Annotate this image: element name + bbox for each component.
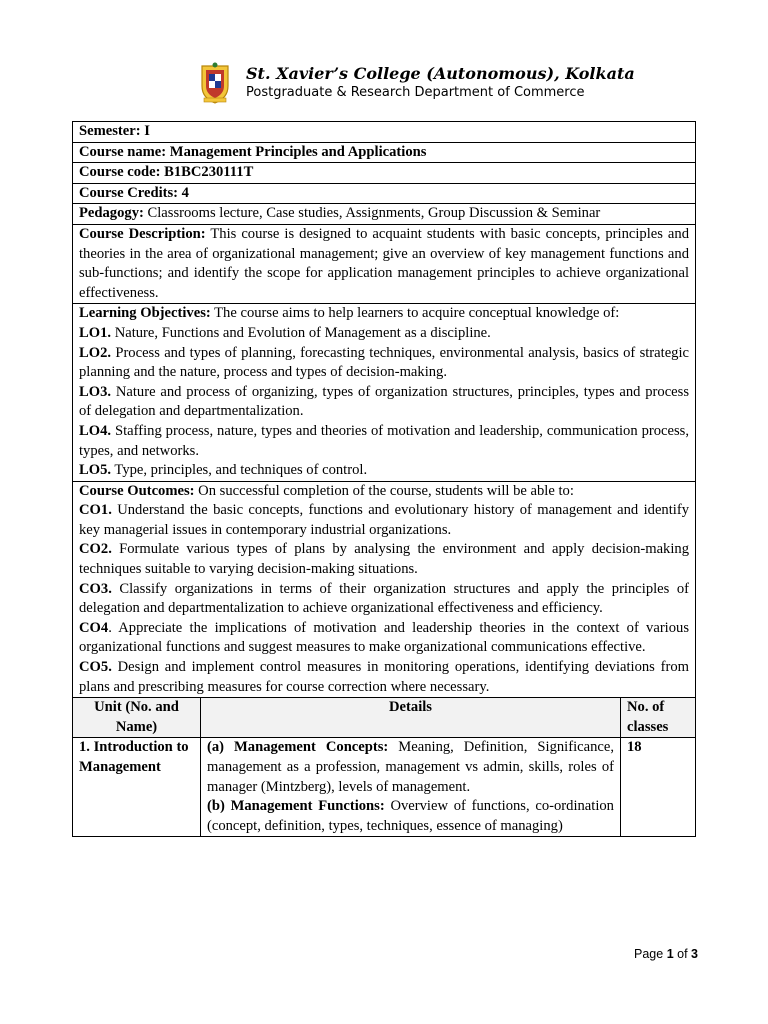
unit-name: 1. Introduction to Management [79,739,189,775]
unit-detail-b [207,797,614,836]
page-number-footer [634,947,698,961]
pedagogy-value: Classrooms lecture, Case studies, Assignments, Group Discussion & Seminar [147,205,601,222]
course-name-row [73,142,696,163]
outcomes-intro [79,482,689,502]
outcome-text: Design and implement control measures in monitoring operations, identifying deviations from plans and prescribing measures for course correction where necessary. [79,659,690,695]
college-crest-logo [198,62,232,104]
outcome-text: Classify organizations in terms of their organization structures and apply the principles of delegation and departmentalization to achieve organizational effectiveness and efficiency. [79,580,690,617]
objective-item [79,422,689,461]
objective-item [79,461,689,481]
objectives-intro [79,304,689,324]
outcome-item [79,580,689,619]
objectives-row [73,304,696,481]
outcome-item [79,619,689,658]
course-credits: Course Credits: 4 [79,184,189,201]
semester-row [73,122,696,143]
outcome-text: Formulate various types of plans by analysing the environment and apply decision-making techniques suitable to varying decision-making situations. [79,541,689,578]
unit-classes: 18 [627,739,642,756]
description-label: Course Description: [79,225,206,242]
objective-text: Process and types of planning, forecasting techniques, environmental analysis, basics of strategic planning and the nature, process and types of decision-making. [79,344,690,381]
department-name: Postgraduate & Research Department of Commerce [246,85,585,100]
outcome-code: CO3. [79,580,112,597]
objective-code: LO1. [79,324,112,341]
course-name: Course name: Management Principles and Applications [79,143,427,160]
outcomes-row [73,481,696,698]
objective-code: LO3. [79,383,112,400]
description-row [73,224,696,303]
objective-text: Staffing process, nature, types and theories of motivation and leadership, communication process, types, and networks. [79,422,690,459]
outcome-item [79,658,689,697]
units-header-row [73,698,696,738]
details-column-header: Details [389,699,432,716]
unit-detail-b-text: Overview of functions, co-ordination (concept, definition, types, techniques, essence of managing) [207,798,614,834]
course-code: Course code: B1BC230111T [79,164,254,181]
outcome-item [79,540,689,579]
unit-row [73,738,696,837]
objective-text: Nature, Functions and Evolution of Management as a discipline. [114,324,491,341]
objective-code: LO4. [79,422,112,439]
objective-item [79,344,689,383]
pedagogy-row [73,204,696,225]
page-word: Page [634,947,664,961]
outcome-text: Understand the basic concepts, functions and evolutionary history of management and identify key managerial issues in contemporary industrial organizations. [79,502,689,538]
document-header [198,62,635,106]
objective-item [79,324,689,344]
outcome-code: CO4 [79,619,109,636]
outcome-code: CO5. [79,659,112,676]
objectives-intro-text: The course aims to help learners to acquire conceptual knowledge of: [214,305,620,322]
pedagogy-label: Pedagogy: [79,205,144,222]
objectives-label: Learning Objectives: [79,305,211,322]
page-of-word: of [677,947,688,961]
semester-label: Semester: I [79,123,150,139]
objective-code: LO5. [79,462,112,479]
outcome-code: CO2. [79,541,112,558]
course-code-row [73,163,696,184]
classes-column-header: No. of classes [627,699,669,735]
objective-text: Type, principles, and techniques of control. [114,462,368,479]
outcome-item [79,501,689,540]
objective-item [79,383,689,422]
page-total: 3 [691,947,698,961]
unit-detail-b-label: (b) Management Functions: [207,798,385,815]
description-text: This course is designed to acquaint students with basic concepts, principles and theories in the area of organizational management; give an overview of key management functions and sub-functions; and identify the scope for application management principles to achieve organizational effectiveness. [79,225,690,301]
outcome-text: . Appreciate the implications of motivation and leadership theories in the context of various organizational functions and suggest measures to make organizational communications effective. [79,619,690,656]
outcomes-intro-text: On successful completion of the course, students will be able to: [198,482,574,499]
page-current: 1 [666,947,674,961]
unit-detail-a [207,738,614,797]
course-credits-row [73,183,696,204]
outcomes-label: Course Outcomes: [79,482,195,499]
unit-column-header: Unit (No. and Name) [94,699,179,735]
unit-detail-a-label: (a) Management Concepts: [207,739,389,756]
course-table [72,121,696,837]
unit-detail-a-text: Meaning, Definition, Significance, management as a profession, management vs admin, skills, roles of manager (Mintzberg), levels of management. [207,739,615,795]
outcome-code: CO1. [79,502,112,519]
college-name: St. Xavier’s College (Autonomous), Kolkata [246,64,635,83]
objective-code: LO2. [79,344,112,361]
objective-text: Nature and process of organizing, types of organization structures, principles, types and process of delegation and departmentalization. [79,383,690,420]
